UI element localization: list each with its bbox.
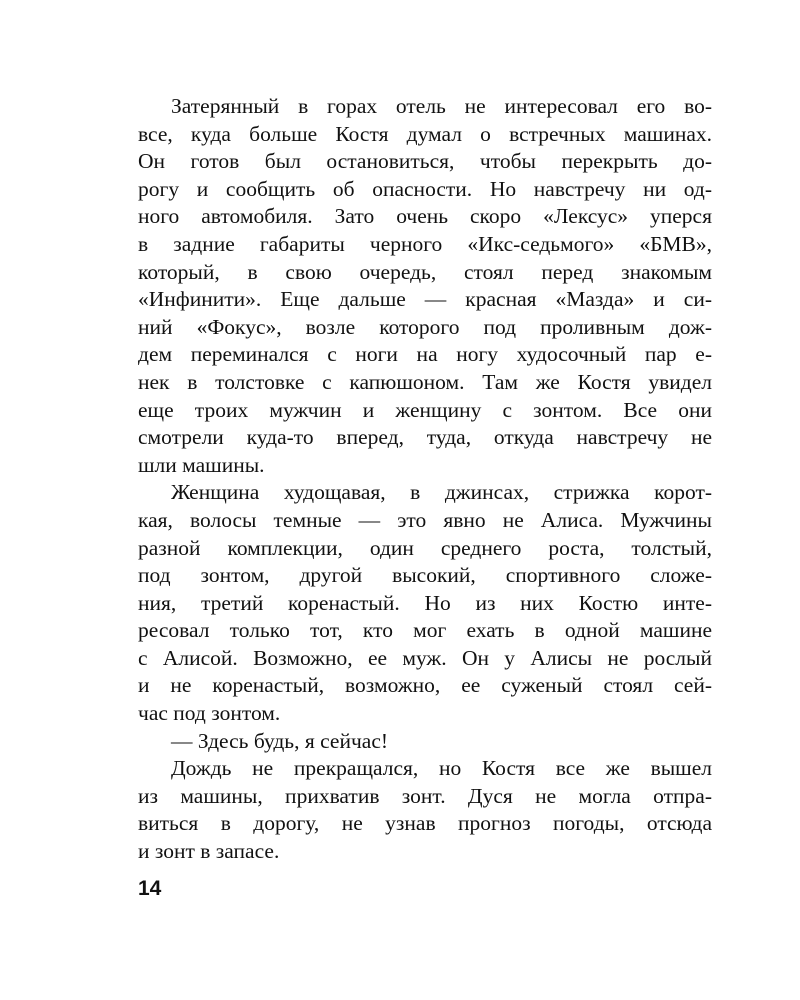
body-text [138, 93, 712, 866]
text-line: Женщина худощавая, в джинсах, стрижка корот- [171, 480, 712, 505]
text-line: из машины, прихватив зонт. Дуся не могла отпра- [138, 783, 712, 808]
page-number: 14 [138, 877, 162, 900]
text-line: под зонтом, другой высокий, спортивного сложе- [138, 563, 712, 588]
text-line: виться в дорогу, не узнав прогноз погоды, отсюда [138, 811, 712, 836]
text-line: все, куда больше Костя думал о встречных машинах. [138, 121, 712, 146]
text-line: ного автомобиля. Зато очень скоро «Лексус» уперся [138, 204, 712, 229]
text-line: в задние габариты черного «Икс-седьмого» «БМВ», [138, 231, 712, 256]
text-line: час под зонтом. [138, 701, 281, 726]
text-line: рогу и сообщить об опасности. Но навстречу ни од- [138, 176, 712, 201]
text-line: разной комплекции, один среднего роста, толстый, [138, 535, 712, 560]
text-line: смотрели куда-то вперед, туда, откуда навстречу не [138, 425, 712, 450]
text-line: который, в свою очередь, стоял перед знакомым [138, 259, 712, 284]
text-line: с Алисой. Возможно, ее муж. Он у Алисы не рослый [138, 645, 712, 670]
text-line: кая, волосы темные — это явно не Алиса. Мужчины [138, 507, 712, 532]
text-line: Затерянный в горах отель не интересовал его во- [171, 94, 712, 118]
text-line: нек в толстовке с капюшоном. Там же Костя увидел [138, 369, 712, 394]
text-line: «Инфинити». Еще дальше — красная «Мазда» и си- [138, 287, 712, 312]
dialogue-line: — Здесь будь, я сейчас! [171, 728, 389, 753]
text-line: еще троих мужчин и женщину с зонтом. Все они [138, 397, 712, 422]
text-line: Дождь не прекращался, но Костя все же вышел [171, 756, 712, 781]
text-line: и не коренастый, возможно, ее суженый стоял сей- [138, 673, 712, 698]
text-line: ний «Фокус», возле которого под проливным дож- [138, 314, 712, 339]
text-line: шли машины. [138, 452, 265, 477]
text-line: ресовал только тот, кто мог ехать в одной машине [138, 618, 712, 643]
text-line: ния, третий коренастый. Но из них Костю инте- [138, 590, 712, 615]
text-line: дем переминался с ноги на ногу худосочный пар е- [138, 342, 712, 367]
text-line: Он готов был остановиться, чтобы перекрыть до- [138, 149, 712, 174]
text-line: и зонт в запасе. [138, 839, 280, 864]
